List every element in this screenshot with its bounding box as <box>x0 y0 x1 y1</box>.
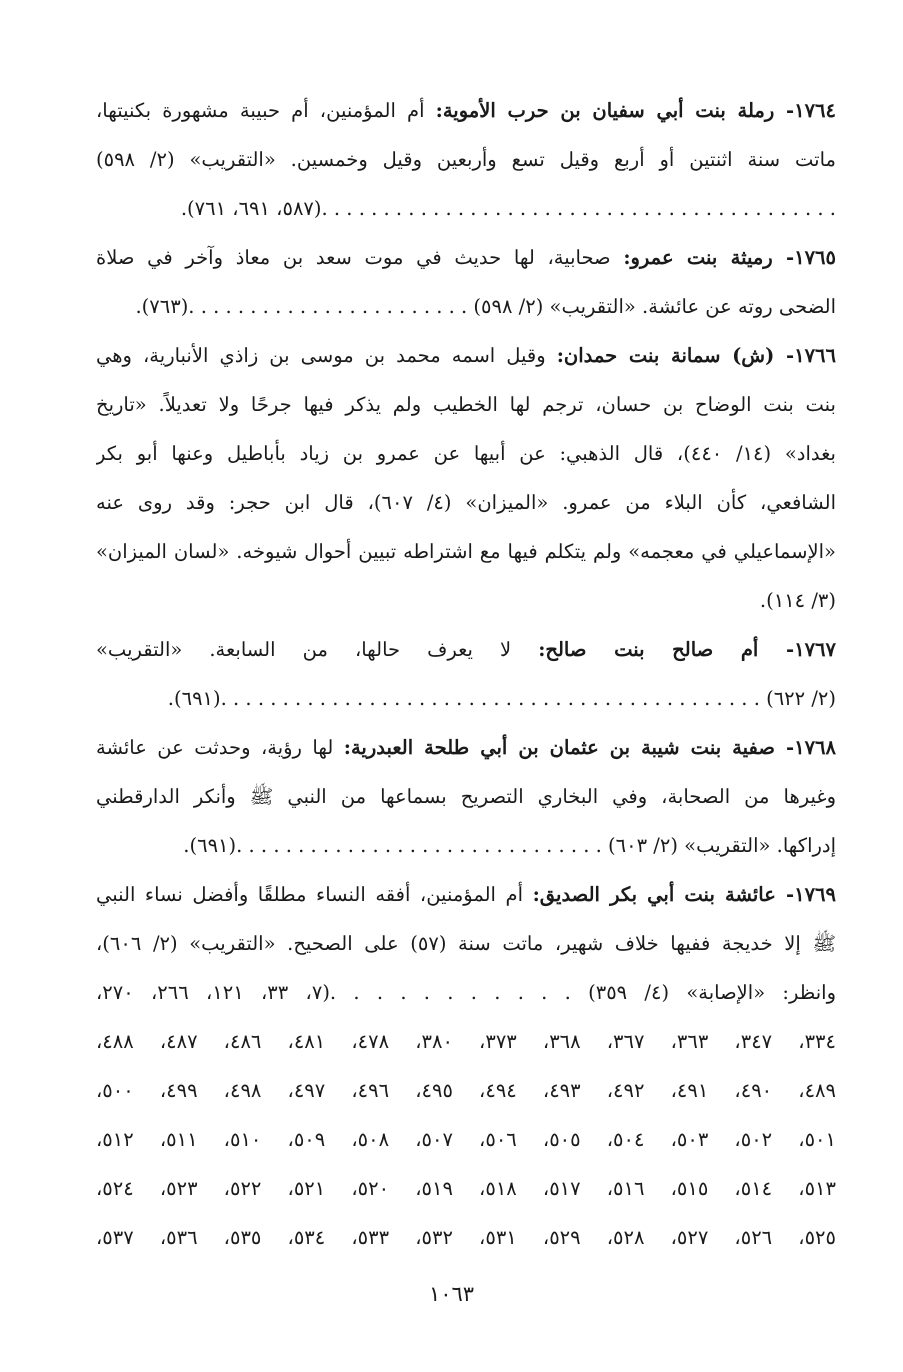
entry-1765-text: صحابية، لها حديث في موت سعد بن معاذ وآخر في صلاة <box>96 246 624 269</box>
entry-1768-heading: ١٧٦٨- صفية بنت شيبة بن عثمان بن أبي طلحة العبدرية: <box>343 736 836 759</box>
entry-1768-text: لها رؤية، وحدثت عن عائشة <box>96 736 344 759</box>
entry-1765-line-2: الضحى روته عن عائشة. «التقريب» (٢/ ٥٩٨) . . . . . . . . . . . . . . . . . . . . . . .(٧٦٣). <box>135 295 836 318</box>
entry-1769-text: أم المؤمنين، أفقه النساء مطلقًا وأفضل نساء النبي <box>96 883 533 906</box>
entry-1766-heading: ١٧٦٦- (ش) سمانة بنت حمدان: <box>556 344 836 367</box>
entry-1769-line-2: ﷺ إلا خديجة ففيها خلاف شهير، ماتت سنة (٥٧) على الصحيح. «التقريب» (٢/ ٦٠٦)، <box>96 932 836 955</box>
entry-1767-heading: ١٧٦٧- أم صالح بنت صالح: <box>538 638 836 661</box>
page-number: ١٠٦٣ <box>428 1282 475 1306</box>
entry-1769-line-5: ٤٨٩، ٤٩٠، ٤٩١، ٤٩٢، ٤٩٣، ٤٩٤، ٤٩٥، ٤٩٦، ٤٩٧، ٤٩٨، ٤٩٩، ٥٠٠، <box>96 1079 836 1102</box>
entry-1764-line-3: . . . . . . . . . . . . . . . . . . . . . . . . . . . . . . . . . . . . . . . . . .(٥٨٧، ٦٩١، ٧٦١). <box>180 197 836 220</box>
entry-1764-text: أم المؤمنين، أم حبيبة مشهورة بكنيتها، <box>96 99 436 122</box>
entry-1767-line-1 <box>96 625 836 674</box>
entry-1769-line-3: وانظر: «الإصابة» (٤/ ٣٥٩) . . . . . . . . . . .(٧، ٣٣، ١٢١، ٢٦٦، ٢٧٠، <box>96 981 836 1004</box>
entry-1766-line-3: بغداد» (١٤/ ٤٤٠)، قال الذهبي: عن أبيها عن عمرو بن زياد بأباطيل وعنها أبو بكر <box>96 442 836 465</box>
entry-1769-line-1 <box>96 870 836 919</box>
entry-1764-line-1 <box>96 86 836 135</box>
entry-1769-line-6: ٥٠١، ٥٠٢، ٥٠٣، ٥٠٤، ٥٠٥، ٥٠٦، ٥٠٧، ٥٠٨، ٥٠٩، ٥١٠، ٥١١، ٥١٢، <box>96 1128 836 1151</box>
entry-1768-line-2: وغيرها من الصحابة، وفي البخاري التصريح بسماعها من النبي ﷺ وأنكر الدارقطني <box>96 785 836 808</box>
entry-1769-line-4: ٣٣٤، ٣٤٧، ٣٦٣، ٣٦٧، ٣٦٨، ٣٧٣، ٣٨٠، ٤٧٨، ٤٨١، ٤٨٦، ٤٨٧، ٤٨٨، <box>96 1030 836 1053</box>
entry-1766-line-5: «الإسماعيلي في معجمه» ولم يتكلم فيها مع اشتراطه تبيين أحوال شيوخه. «لسان الميزان» <box>96 540 836 563</box>
entry-1766-line-1 <box>96 331 836 380</box>
entry-1769-line-7: ٥١٣، ٥١٤، ٥١٥، ٥١٦، ٥١٧، ٥١٨، ٥١٩، ٥٢٠، ٥٢١، ٥٢٢، ٥٢٣، ٥٢٤، <box>96 1177 836 1200</box>
entry-1769-heading: ١٧٦٩- عائشة بنت أبي بكر الصديق: <box>532 883 836 906</box>
entry-1766-line-6: (٣/ ١١٤). <box>759 589 836 612</box>
entry-1764-heading: ١٧٦٤- رملة بنت أبي سفيان بن حرب الأموية: <box>435 99 836 122</box>
entry-1766-line-2: بنت بنت الوضاح بن حسان، ترجم لها الخطيب ولم يذكر فيها جرحًا ولا تعديلاً. «تاريخ <box>96 393 836 416</box>
entry-1764-line-2: ماتت سنة اثنتين أو أربع وقيل تسع وأربعين وقيل وخمسين. «التقريب» (٢/ ٥٩٨) <box>96 148 836 171</box>
entry-1768-line-3: إدراكها. «التقريب» (٢/ ٦٠٣) . . . . . . . . . . . . . . . . . . . . . . . . . . . . . .(٦٩١). <box>183 834 836 857</box>
entry-1765-line-1 <box>96 233 836 282</box>
entry-1767-line-2: (٢/ ٦٢٢) . . . . . . . . . . . . . . . . . . . . . . . . . . . . . . . . . . . . . . . . . . . .(٦٩١). <box>167 687 836 710</box>
entry-1769-line-8: ٥٢٥، ٥٢٦، ٥٢٧، ٥٢٨، ٥٢٩، ٥٣١، ٥٣٢، ٥٣٣، ٥٣٤، ٥٣٥، ٥٣٦، ٥٣٧، <box>96 1226 836 1249</box>
entry-1766-text: وقيل اسمه محمد بن موسى بن زاذي الأنبارية، وهي <box>96 344 557 367</box>
entry-1765-heading: ١٧٦٥- رميثة بنت عمرو: <box>623 246 836 269</box>
entry-1767-text: لا يعرف حالها، من السابعة. «التقريب» <box>96 638 539 661</box>
entry-1766-line-4: الشافعي، كأن البلاء من عمرو. «الميزان» (٤/ ٦٠٧)، قال ابن حجر: وقد روى عنه <box>96 491 836 514</box>
page-body <box>96 86 836 1262</box>
entry-1768-line-1 <box>96 723 836 772</box>
